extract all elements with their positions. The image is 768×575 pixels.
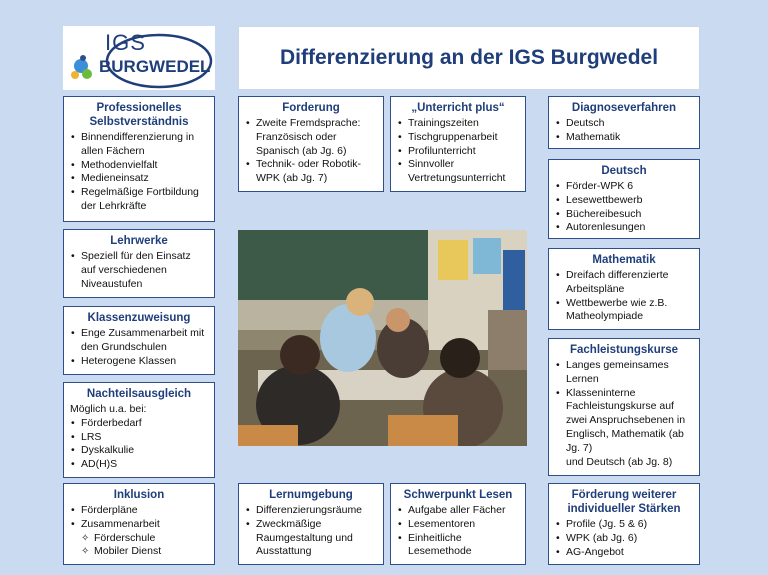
box-forderung — [238, 96, 384, 192]
list-item: • Profilunterricht — [397, 145, 519, 159]
list-item: • Zweckmäßige Raumgestaltung und Ausstattung — [245, 518, 377, 559]
list-item: • AD(H)S — [70, 458, 208, 472]
classroom-photo — [238, 230, 527, 446]
list-subitem: ✧ Mobiler Dienst — [70, 545, 208, 559]
box-diagnoseverfahren — [548, 96, 700, 149]
list-item: • Profile (Jg. 5 & 6) — [555, 518, 693, 532]
box-title: Schwerpunkt Lesen — [403, 489, 513, 501]
box-title: Deutsch — [601, 165, 647, 177]
box-title: Diagnoseverfahren — [571, 102, 677, 114]
list-item: • LRS — [70, 431, 208, 445]
box-title: Professionelles Selbstverständnis — [89, 102, 189, 128]
box-klassenzuweisung — [63, 306, 215, 375]
school-logo — [63, 26, 215, 90]
list-item: • Langes gemeinsames Lernen — [555, 359, 693, 387]
list-item: • WPK (ab Jg. 6) — [555, 532, 693, 546]
list-item: • Binnendifferenzierung in allen Fächern — [70, 131, 208, 159]
list-item: • Aufgabe aller Fächer — [397, 504, 519, 518]
box-title: Lernumgebung — [269, 489, 353, 501]
list-item: • Speziell für den Einsatz auf verschiedenen Niveaustufen — [70, 250, 208, 291]
page-title-box — [238, 26, 700, 90]
list-item: • Wettbewerbe wie z.B. Matheolympiade — [555, 297, 693, 325]
list-item: • Förderpläne — [70, 504, 208, 518]
list-item: • Tischgruppenarbeit — [397, 131, 519, 145]
list-item: • Lesementoren — [397, 518, 519, 532]
box-title: Mathematik — [592, 254, 656, 266]
box-professionelles — [63, 96, 215, 222]
list-item: • Mathematik — [555, 131, 693, 145]
box-mathematik — [548, 248, 700, 330]
box-title: Fachleistungskurse — [569, 344, 678, 356]
list-item: • Heterogene Klassen — [70, 355, 208, 369]
box-title: Klassenzuweisung — [87, 312, 191, 324]
page-title: Differenzierung an der IGS Burgwedel — [279, 46, 659, 69]
list-item: • Methodenvielfalt — [70, 159, 208, 173]
box-deutsch — [548, 159, 700, 239]
list-item: • Sinnvoller Vertretungsunterricht — [397, 158, 519, 186]
list-item: • Büchereibesuch — [555, 208, 693, 222]
logo-line2: BURGWEDEL — [99, 57, 211, 76]
list-item: • Dreifach differenzierte Arbeitspläne — [555, 269, 693, 297]
list-item: • Deutsch — [555, 117, 693, 131]
box-schwerpunkt-lesen — [390, 483, 526, 565]
list-item: • Differenzierungsräume — [245, 504, 377, 518]
list-subitem: ✧ Förderschule — [70, 532, 208, 546]
list-item: • Zweite Fremdsprache: Französisch oder Spanisch (ab Jg. 6) — [245, 117, 377, 158]
box-title: Forderung — [282, 102, 340, 114]
list-item: • Einheitliche Lesemethode — [397, 532, 519, 560]
list-item: • Zusammenarbeit — [70, 518, 208, 532]
box-title: Förderung weiterer individueller Stärken — [567, 489, 681, 515]
list-item: • Dyskalkulie — [70, 444, 208, 458]
list-item: • AG-Angebot — [555, 546, 693, 560]
list-item: • Klasseninterne Fachleistungskurse auf zwei Anspruchsebenen in Englisch, Mathematik (ab Jg. 7) — [555, 387, 693, 456]
list-item: • Trainingszeiten — [397, 117, 519, 131]
box-intro: Möglich u.a. bei: — [70, 403, 147, 415]
box-lernumgebung — [238, 483, 384, 565]
box-title: „Unterricht plus“ — [411, 102, 505, 114]
box-unterricht-plus — [390, 96, 526, 192]
list-item: • Medieneinsatz — [70, 172, 208, 186]
list-item: • Enge Zusammenarbeit mit den Grundschulen — [70, 327, 208, 355]
box-title: Inklusion — [113, 489, 165, 501]
box-staerken — [548, 483, 700, 565]
list-item: • Förderbedarf — [70, 417, 208, 431]
list-item-continuation: und Deutsch (ab Jg. 8) — [566, 455, 673, 468]
box-title: Nachteilsausgleich — [86, 388, 192, 400]
box-lehrwerke — [63, 229, 215, 298]
list-item: • Lesewettbewerb — [555, 194, 693, 208]
box-fachleistungskurse — [548, 338, 700, 476]
box-nachteilsausgleich — [63, 382, 215, 478]
logo-line1: IGS — [105, 30, 146, 55]
list-item: • Regelmäßige Fortbildung der Lehrkräfte — [70, 186, 208, 214]
list-item: • Technik- oder Robotik-WPK (ab Jg. 7) — [245, 158, 377, 186]
box-inklusion — [63, 483, 215, 565]
box-title: Lehrwerke — [110, 235, 168, 247]
list-item: • Förder-WPK 6 — [555, 180, 693, 194]
list-item: • Autorenlesungen — [555, 221, 693, 235]
